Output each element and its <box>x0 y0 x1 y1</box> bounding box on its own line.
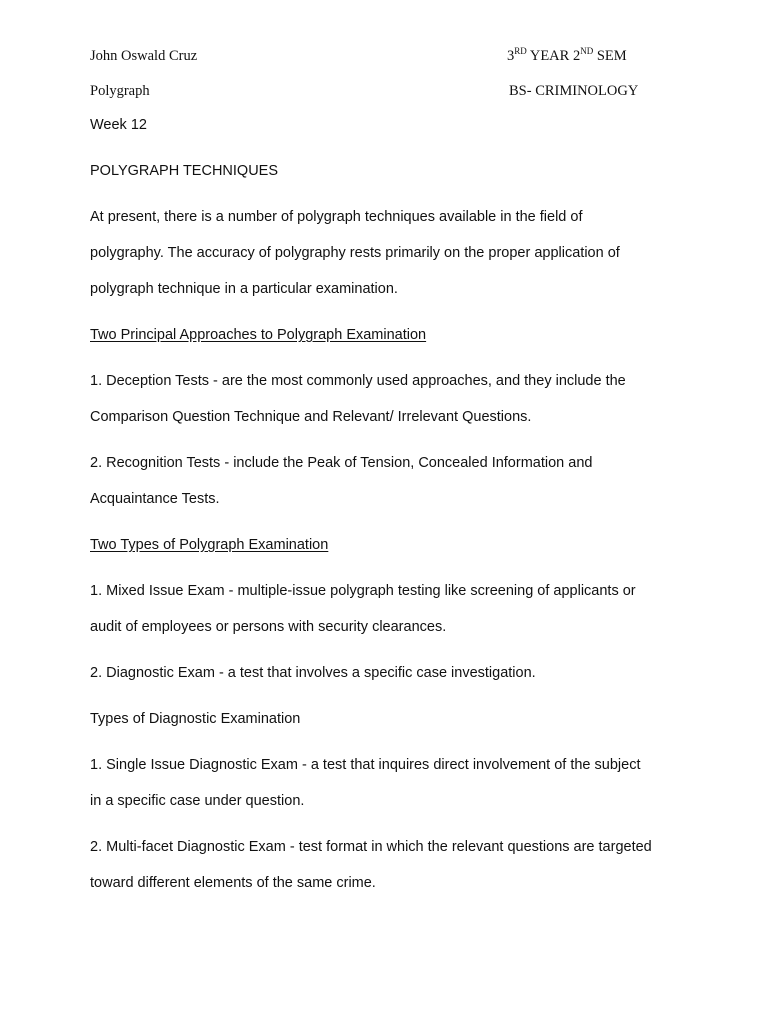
intro-line-3: polygraph technique in a particular examination. <box>90 281 398 297</box>
single-issue-line-2: in a specific case under question. <box>90 793 305 809</box>
mixed-issue-line-2: audit of employees or persons with security clearances. <box>90 619 447 635</box>
section-heading-approaches: Two Principal Approaches to Polygraph Examination <box>90 327 427 343</box>
year-text: YEAR 2 <box>526 48 581 64</box>
recognition-tests-line-2: Acquaintance Tests. <box>90 491 220 507</box>
student-name: John Oswald Cruz <box>90 48 198 64</box>
recognition-tests-line-1: 2. Recognition Tests - include the Peak of Tension, Concealed Information and <box>90 455 593 471</box>
mixed-issue-line-1: 1. Mixed Issue Exam - multiple-issue polygraph testing like screening of applicants or <box>90 583 636 599</box>
deception-tests-line-2: Comparison Question Technique and Relevant/ Irrelevant Questions. <box>90 409 532 425</box>
section-heading-diagnostic-types: Types of Diagnostic Examination <box>90 711 301 727</box>
year-number: 3 <box>507 48 515 64</box>
intro-line-2: polygraphy. The accuracy of polygraphy rests primarily on the proper application of <box>90 245 620 261</box>
year-sem <box>507 47 627 65</box>
single-issue-line-1: 1. Single Issue Diagnostic Exam - a test that inquires direct involvement of the subject <box>90 757 641 773</box>
year-superscript: RD <box>514 46 527 57</box>
sem-superscript: ND <box>580 46 594 57</box>
section-heading-types: Two Types of Polygraph Examination <box>90 537 329 553</box>
intro-line-1: At present, there is a number of polygraph techniques available in the field of <box>90 209 583 225</box>
multi-facet-line-1: 2. Multi-facet Diagnostic Exam - test format in which the relevant questions are targeted <box>90 839 652 855</box>
document-title: POLYGRAPH TECHNIQUES <box>90 163 279 179</box>
course-name: BS- CRIMINOLOGY <box>509 83 639 99</box>
week-label: Week 12 <box>90 117 147 133</box>
subject-name: Polygraph <box>90 83 150 99</box>
deception-tests-line-1: 1. Deception Tests - are the most commonly used approaches, and they include the <box>90 373 626 389</box>
multi-facet-line-2: toward different elements of the same crime. <box>90 875 376 891</box>
sem-text: SEM <box>593 48 627 64</box>
diagnostic-exam-line: 2. Diagnostic Exam - a test that involves a specific case investigation. <box>90 665 536 681</box>
